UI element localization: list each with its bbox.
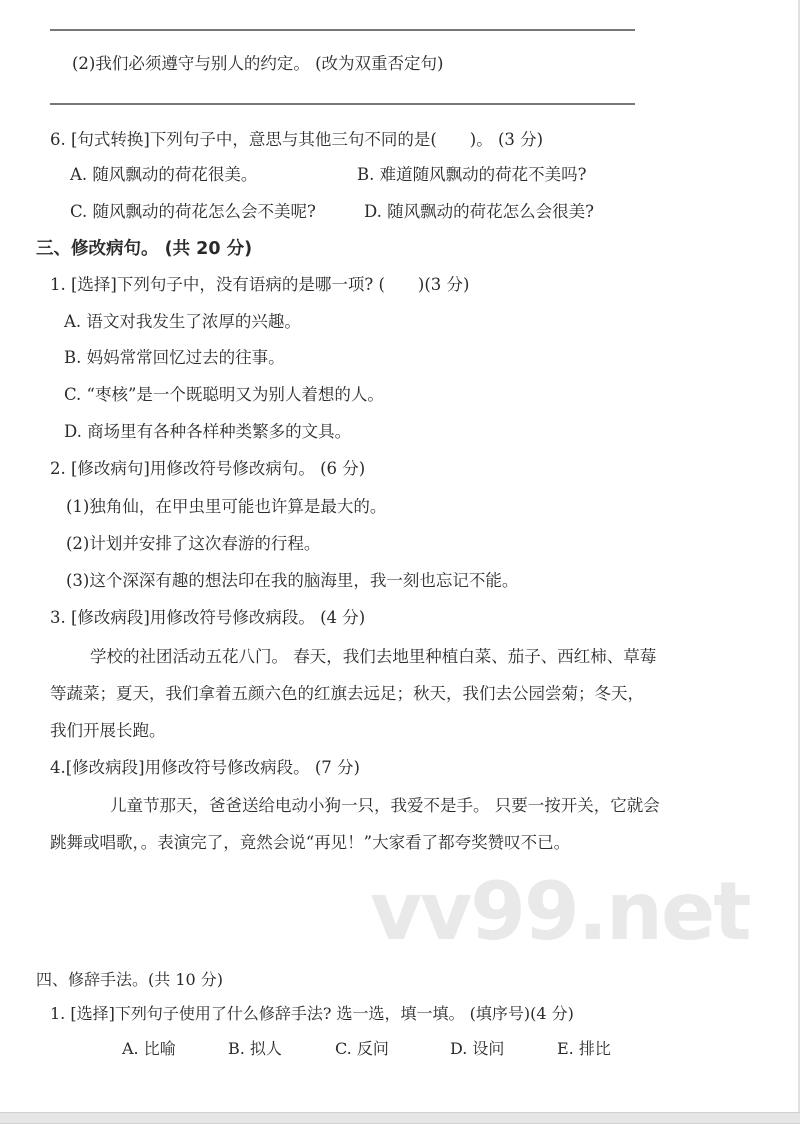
section-3-title: 三、修改病句。 (共 20 分) [36,239,253,259]
option-c: C. 随风飘动的荷花怎么会不美呢? [70,202,316,221]
sec3-q3-stem: 3. [修改病段]用修改符号修改病段。 (4 分) [50,608,366,627]
option: D. 商场里有各种各样种类繁多的文具。 [64,422,352,441]
option-b: B. 难道随风飘动的荷花不美吗? [357,165,587,184]
answer-line [50,29,635,31]
section-4-title: 四、修辞手法。(共 10 分) [36,970,224,989]
sec3-q1-stem: 1. [选择]下列句子中，没有语病的是哪一项? ( )(3 分) [50,275,470,294]
option-a: A. 随风飘动的荷花很美。 [70,165,258,184]
option: B. 拟人 [228,1039,282,1058]
option: A. 语文对我发生了浓厚的兴趣。 [64,312,301,331]
sec4-q1-stem: 1. [选择]下列句子使用了什么修辞手法? 选一选，填一填。 (填序号)(4 分) [50,1004,574,1023]
sentence: (2)计划并安排了这次春游的行程。 [66,534,321,553]
option: A. 比喻 [122,1039,176,1058]
option: E. 排比 [557,1039,611,1058]
answer-line [50,103,635,105]
sec3-q4-stem: 4.[修改病段]用修改符号修改病段。 (7 分) [50,758,360,777]
option: C. “枣核”是一个既聪明又为别人着想的人。 [64,385,384,404]
paragraph-line: 等蔬菜；夏天，我们拿着五颜六色的红旗去远足；秋天，我们去公园尝菊；冬天， [50,684,644,703]
page-separator [0,1112,800,1124]
question-6-stem: 6. [句式转换]下列句子中，意思与其他三句不同的是( )。 (3 分) [50,130,544,149]
paragraph-line: 我们开展长跑。 [50,721,166,740]
paragraph-line: 儿童节那天，爸爸送给电动小狗一只，我爱不是手。 只要一按开关，它就会 [110,796,660,815]
question-5-2: (2)我们必须遵守与别人的约定。 (改为双重否定句) [72,54,444,73]
option: C. 反问 [335,1039,389,1058]
paragraph-line: 学校的社团活动五花八门。 春天，我们去地里种植白菜、茄子、西红柿、草莓 [90,647,657,666]
option: B. 妈妈常常回忆过去的往事。 [64,348,285,367]
sentence: (3)这个深深有趣的想法印在我的脑海里，我一刻也忘记不能。 [66,571,519,590]
paragraph-line: 跳舞或唱歌，。表演完了，竟然会说“再见！”大家看了都夸奖赞叹不已。 [50,833,571,852]
option: D. 设问 [450,1039,505,1058]
sec3-q2-stem: 2. [修改病句]用修改符号修改病句。 (6 分) [50,459,366,478]
watermark: vv99.net [370,865,750,958]
sentence: (1)独角仙，在甲虫里可能也许算是最大的。 [66,497,387,516]
option-d: D. 随风飘动的荷花怎么会很美? [364,202,594,221]
